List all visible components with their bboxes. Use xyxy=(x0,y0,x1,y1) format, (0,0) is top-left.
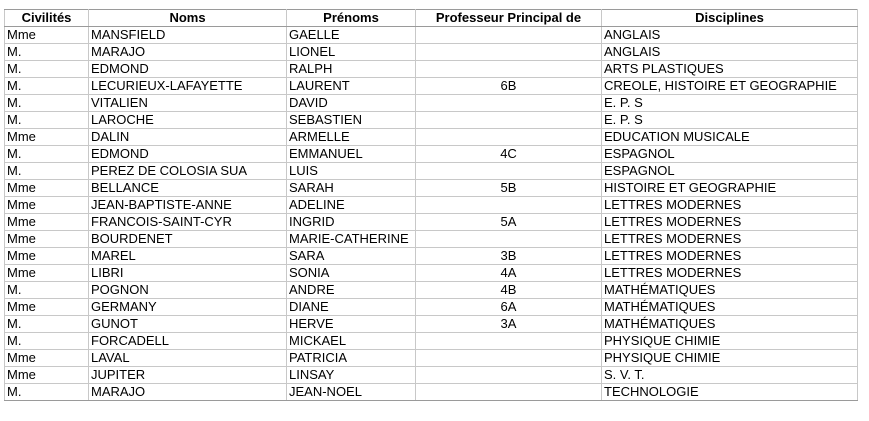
cell-professeur-principal xyxy=(416,197,602,214)
cell-professeur-principal xyxy=(416,129,602,146)
table-row xyxy=(5,367,858,384)
header-discipline: Disciplines xyxy=(602,10,858,27)
cell-prenom: LIONEL xyxy=(287,44,416,61)
header-row xyxy=(5,10,858,27)
table-row xyxy=(5,248,858,265)
cell-professeur-principal xyxy=(416,163,602,180)
cell-civilite: Mme xyxy=(5,265,89,282)
cell-civilite: Mme xyxy=(5,129,89,146)
cell-nom: LAROCHE xyxy=(89,112,287,129)
cell-civilite: M. xyxy=(5,316,89,333)
cell-professeur-principal: 3B xyxy=(416,248,602,265)
cell-discipline: ANGLAIS xyxy=(602,27,858,44)
cell-discipline: LETTRES MODERNES xyxy=(602,231,858,248)
cell-civilite: M. xyxy=(5,282,89,299)
table-row xyxy=(5,333,858,350)
cell-discipline: PHYSIQUE CHIMIE xyxy=(602,333,858,350)
cell-nom: MARAJO xyxy=(89,44,287,61)
cell-professeur-principal xyxy=(416,384,602,401)
cell-prenom: ARMELLE xyxy=(287,129,416,146)
cell-nom: VITALIEN xyxy=(89,95,287,112)
cell-discipline: S. V. T. xyxy=(602,367,858,384)
cell-discipline: E. P. S xyxy=(602,112,858,129)
cell-professeur-principal xyxy=(416,27,602,44)
cell-civilite: M. xyxy=(5,112,89,129)
cell-professeur-principal: 6A xyxy=(416,299,602,316)
header-professeur-principal: Professeur Principal de xyxy=(416,10,602,27)
cell-prenom: JEAN-NOEL xyxy=(287,384,416,401)
table-row xyxy=(5,112,858,129)
cell-nom: PEREZ DE COLOSIA SUA xyxy=(89,163,287,180)
cell-prenom: RALPH xyxy=(287,61,416,78)
table-row xyxy=(5,282,858,299)
cell-nom: LAVAL xyxy=(89,350,287,367)
cell-professeur-principal xyxy=(416,61,602,78)
cell-professeur-principal: 4C xyxy=(416,146,602,163)
cell-discipline: PHYSIQUE CHIMIE xyxy=(602,350,858,367)
cell-prenom: DAVID xyxy=(287,95,416,112)
cell-civilite: Mme xyxy=(5,248,89,265)
cell-discipline: E. P. S xyxy=(602,95,858,112)
cell-nom: MARAJO xyxy=(89,384,287,401)
cell-civilite: Mme xyxy=(5,197,89,214)
cell-civilite: M. xyxy=(5,95,89,112)
table-row xyxy=(5,129,858,146)
cell-prenom: SONIA xyxy=(287,265,416,282)
cell-civilite: Mme xyxy=(5,27,89,44)
cell-civilite: Mme xyxy=(5,214,89,231)
cell-professeur-principal xyxy=(416,350,602,367)
cell-nom: GERMANY xyxy=(89,299,287,316)
cell-civilite: M. xyxy=(5,78,89,95)
table-row xyxy=(5,27,858,44)
cell-civilite: M. xyxy=(5,333,89,350)
table-row xyxy=(5,180,858,197)
cell-civilite: Mme xyxy=(5,350,89,367)
cell-nom: GUNOT xyxy=(89,316,287,333)
cell-discipline: LETTRES MODERNES xyxy=(602,265,858,282)
cell-civilite: Mme xyxy=(5,299,89,316)
cell-discipline: MATHÉMATIQUES xyxy=(602,299,858,316)
cell-discipline: CREOLE, HISTOIRE ET GEOGRAPHIE xyxy=(602,78,858,95)
table-row xyxy=(5,265,858,282)
cell-professeur-principal xyxy=(416,231,602,248)
cell-prenom: ADELINE xyxy=(287,197,416,214)
table-row xyxy=(5,350,858,367)
table-row xyxy=(5,163,858,180)
cell-professeur-principal xyxy=(416,333,602,350)
table-row xyxy=(5,78,858,95)
header-prenom: Prénoms xyxy=(287,10,416,27)
cell-prenom: LUIS xyxy=(287,163,416,180)
cell-prenom: EMMANUEL xyxy=(287,146,416,163)
cell-prenom: DIANE xyxy=(287,299,416,316)
table-row xyxy=(5,214,858,231)
cell-civilite: M. xyxy=(5,146,89,163)
cell-prenom: ANDRE xyxy=(287,282,416,299)
cell-nom: DALIN xyxy=(89,129,287,146)
cell-discipline: MATHÉMATIQUES xyxy=(602,282,858,299)
cell-nom: MAREL xyxy=(89,248,287,265)
table-row xyxy=(5,197,858,214)
cell-nom: POGNON xyxy=(89,282,287,299)
cell-prenom: MARIE-CATHERINE xyxy=(287,231,416,248)
cell-nom: EDMOND xyxy=(89,61,287,78)
header-civilite: Civilités xyxy=(5,10,89,27)
cell-discipline: LETTRES MODERNES xyxy=(602,248,858,265)
cell-professeur-principal: 4A xyxy=(416,265,602,282)
cell-nom: MANSFIELD xyxy=(89,27,287,44)
cell-nom: LIBRI xyxy=(89,265,287,282)
cell-discipline: ESPAGNOL xyxy=(602,163,858,180)
table-row xyxy=(5,231,858,248)
cell-civilite: M. xyxy=(5,61,89,78)
cell-prenom: SARAH xyxy=(287,180,416,197)
cell-professeur-principal xyxy=(416,112,602,129)
cell-professeur-principal: 4B xyxy=(416,282,602,299)
cell-civilite: M. xyxy=(5,384,89,401)
table-row xyxy=(5,299,858,316)
header-nom: Noms xyxy=(89,10,287,27)
table-row xyxy=(5,95,858,112)
cell-nom: JEAN-BAPTISTE-ANNE xyxy=(89,197,287,214)
cell-professeur-principal: 3A xyxy=(416,316,602,333)
cell-nom: BELLANCE xyxy=(89,180,287,197)
table-row xyxy=(5,61,858,78)
cell-prenom: HERVE xyxy=(287,316,416,333)
cell-prenom: GAELLE xyxy=(287,27,416,44)
cell-discipline: TECHNOLOGIE xyxy=(602,384,858,401)
cell-discipline: ESPAGNOL xyxy=(602,146,858,163)
cell-prenom: SEBASTIEN xyxy=(287,112,416,129)
cell-nom: LECURIEUX-LAFAYETTE xyxy=(89,78,287,95)
cell-nom: JUPITER xyxy=(89,367,287,384)
cell-discipline: HISTOIRE ET GEOGRAPHIE xyxy=(602,180,858,197)
cell-discipline: LETTRES MODERNES xyxy=(602,197,858,214)
cell-prenom: LAURENT xyxy=(287,78,416,95)
cell-nom: FORCADELL xyxy=(89,333,287,350)
cell-civilite: Mme xyxy=(5,367,89,384)
cell-nom: FRANCOIS-SAINT-CYR xyxy=(89,214,287,231)
table-row xyxy=(5,316,858,333)
cell-prenom: PATRICIA xyxy=(287,350,416,367)
cell-prenom: MICKAEL xyxy=(287,333,416,350)
cell-civilite: Mme xyxy=(5,180,89,197)
cell-discipline: ANGLAIS xyxy=(602,44,858,61)
cell-civilite: Mme xyxy=(5,231,89,248)
cell-civilite: M. xyxy=(5,44,89,61)
table-row xyxy=(5,384,858,401)
table-row xyxy=(5,146,858,163)
cell-professeur-principal: 5A xyxy=(416,214,602,231)
cell-prenom: SARA xyxy=(287,248,416,265)
cell-discipline: MATHÉMATIQUES xyxy=(602,316,858,333)
cell-nom: EDMOND xyxy=(89,146,287,163)
cell-professeur-principal xyxy=(416,95,602,112)
cell-discipline: ARTS PLASTIQUES xyxy=(602,61,858,78)
cell-discipline: EDUCATION MUSICALE xyxy=(602,129,858,146)
cell-professeur-principal xyxy=(416,367,602,384)
cell-prenom: LINSAY xyxy=(287,367,416,384)
cell-professeur-principal: 6B xyxy=(416,78,602,95)
cell-professeur-principal: 5B xyxy=(416,180,602,197)
cell-professeur-principal xyxy=(416,44,602,61)
cell-civilite: M. xyxy=(5,163,89,180)
table-row xyxy=(5,44,858,61)
cell-discipline: LETTRES MODERNES xyxy=(602,214,858,231)
teachers-table xyxy=(4,9,858,401)
cell-nom: BOURDENET xyxy=(89,231,287,248)
cell-prenom: INGRID xyxy=(287,214,416,231)
